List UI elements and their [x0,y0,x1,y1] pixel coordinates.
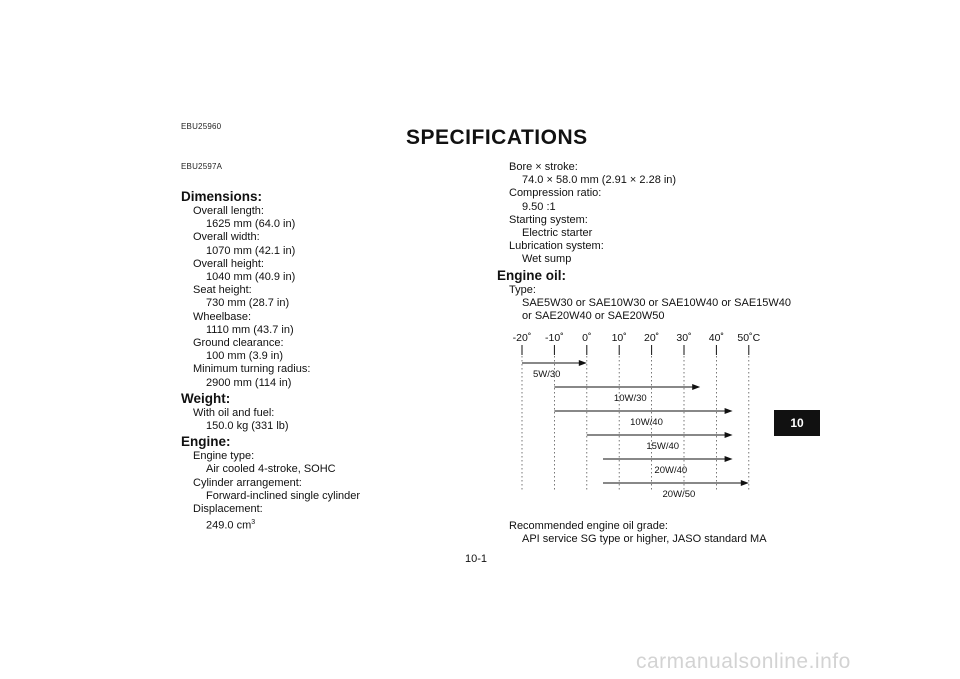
grade-label: 20W/50 [662,489,696,500]
temp-tick-label: 0˚ [582,332,592,344]
grade-range-arrowhead [725,456,733,462]
engine-oil-heading: Engine oil: [497,267,566,283]
grade-label: 10W/30 [613,393,647,404]
turning-radius-label: Minimum turning radius: [193,363,311,376]
grade-label: 15W/40 [646,441,680,452]
temp-tick-label: 50˚C [737,332,761,344]
displacement-label: Displacement: [193,503,263,516]
weight-heading: Weight: [181,390,231,406]
chapter-tab: 10 [774,410,820,436]
seat-height-label: Seat height: [193,284,252,297]
engine-type-value: Air cooled 4-stroke, SOHC [206,463,336,476]
grade-range-arrowhead [725,432,733,438]
temp-tick-label: 10˚ [611,332,627,344]
seat-height-value: 730 mm (28.7 in) [206,297,290,310]
grade-label: 10W/40 [630,417,663,428]
doc-code-section: EBU2597A [181,162,223,171]
page-number: 10-1 [465,553,488,565]
oil-grade-block [497,520,767,546]
starting-value: Electric starter [522,227,593,240]
compression-value: 9.50 :1 [522,200,556,213]
ground-clearance-value: 100 mm (3.9 in) [206,350,284,363]
temp-tick-label: -20˚ [512,332,532,344]
grade-range-arrowhead [725,408,733,414]
oil-type-value-line2: or SAE20W40 or SAE20W50 [522,310,665,323]
oil-type-value-line1: SAE5W30 or SAE10W30 or SAE10W40 or SAE15W40 [522,296,792,309]
watermark: carmanualsonline.info [636,650,851,673]
with-oil-fuel-value: 150.0 kg (331 lb) [206,420,289,433]
ground-clearance-label: Ground clearance: [193,337,284,350]
left-column [181,188,360,533]
engine-heading: Engine: [181,434,231,450]
wheelbase-label: Wheelbase: [193,310,252,323]
cylinder-label: Cylinder arrangement: [193,476,302,489]
grade-label: 20W/40 [654,465,688,476]
compression-label: Compression ratio: [509,187,602,200]
dimensions-heading: Dimensions: [181,189,263,204]
engine-type-label: Engine type: [193,450,255,463]
grade-range-arrowhead [579,360,587,366]
cylinder-value: Forward-inclined single cylinder [206,489,361,502]
wheelbase-value: 1110 mm (43.7 in) [206,323,294,336]
bore-label: Bore × stroke: [509,161,578,173]
oil-grade-label: Recommended engine oil grade: [509,520,668,532]
lubrication-value: Wet sump [522,253,572,266]
temp-tick-label: -10˚ [545,332,564,344]
temp-tick-label: 40˚ [708,332,724,344]
overall-length-value: 1625 mm (64.0 in) [206,218,296,231]
grade-range-arrowhead [692,384,700,390]
turning-radius-value: 2900 mm (114 in) [206,376,292,389]
grade-label: 5W/30 [533,369,561,380]
displacement-number: 249.0 cm [206,519,252,532]
lubrication-label: Lubrication system: [509,240,604,253]
oil-type-label: Type: [509,283,536,296]
starting-label: Starting system: [509,213,588,226]
overall-width-label: Overall width: [193,231,260,244]
grade-range-arrowhead [741,480,749,486]
overall-length-label: Overall length: [193,205,264,217]
oil-viscosity-chart [495,325,780,500]
oil-grade-value: API service SG type or higher, JASO standard MA [522,533,767,546]
bore-value: 74.0 × 58.0 mm (2.91 × 2.28 in) [522,174,677,187]
displacement-superscript: 3 [251,519,256,527]
displacement-value [181,516,360,533]
overall-width-value: 1070 mm (42.1 in) [206,244,296,257]
page-title: SPECIFICATIONS [406,126,588,149]
doc-code-top: EBU25960 [181,122,222,131]
right-column [497,161,791,323]
temp-tick-label: 30˚ [676,332,692,344]
overall-height-value: 1040 mm (40.9 in) [206,271,296,284]
with-oil-fuel-label: With oil and fuel: [193,406,275,419]
overall-height-label: Overall height: [193,257,264,270]
temp-tick-label: 20˚ [644,332,660,344]
